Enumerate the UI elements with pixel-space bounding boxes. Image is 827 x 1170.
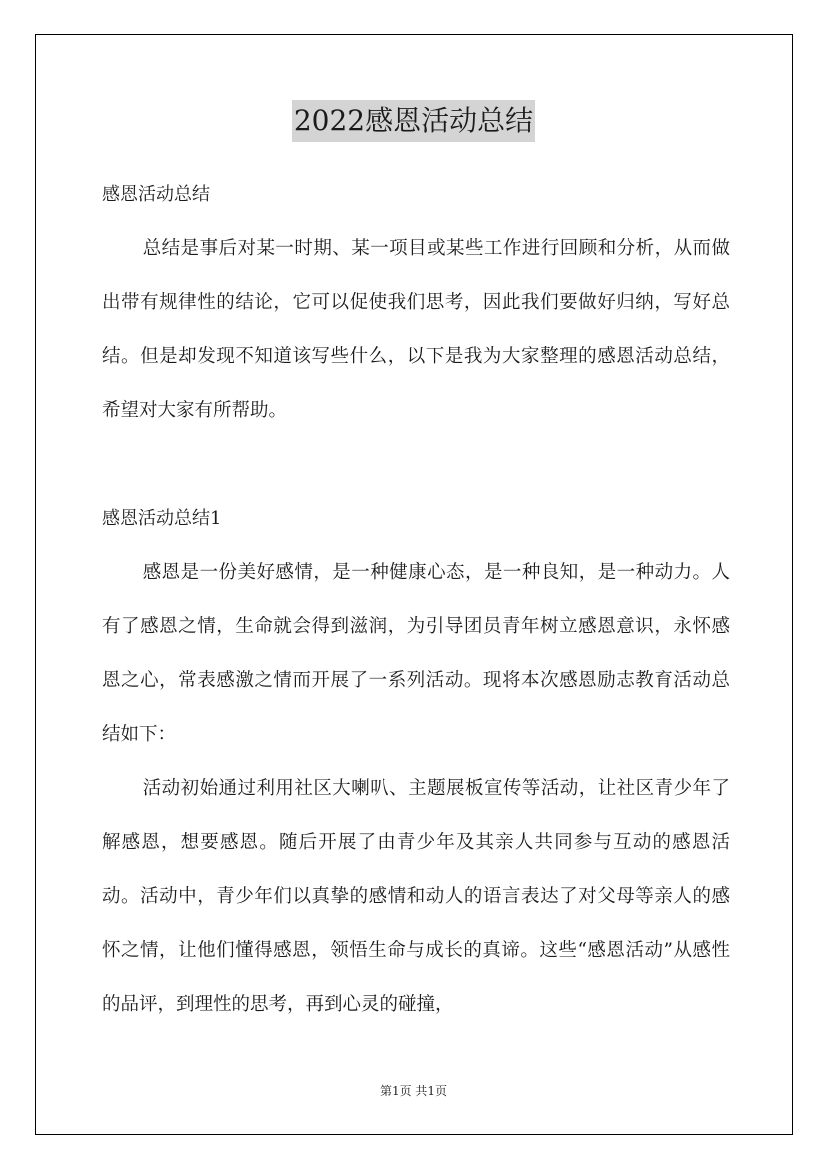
title-container [0, 100, 827, 142]
intro-heading: 感恩活动总结 [102, 184, 210, 205]
page-footer: 第1页 共1页 [379, 1084, 448, 1098]
document-body [102, 168, 730, 1032]
section-spacer [102, 438, 730, 492]
section1-heading: 感恩活动总结1 [102, 508, 222, 529]
intro-paragraph: 总结是事后对某一时期、某一项目或某些工作进行回顾和分析，从而做出带有规律性的结论，它可以促使我们思考，因此我们要做好归纳，写好总结。但是却发现不知道该写些什么，以下是我为大家整理的感恩活动总结，希望对大家有所帮助。 [102, 238, 730, 421]
document-title: 2022感恩活动总结 [292, 100, 535, 142]
section1-paragraph-2: 活动初始通过利用社区大喇叭、主题展板宣传等活动，让社区青少年了解感恩，想要感恩。随后开展了由青少年及其亲人共同参与互动的感恩活动。活动中，青少年们以真挚的感情和动人的语言表达了对父母等亲人的感怀之情，让他们懂得感恩，领悟生命与成长的真谛。这些“感恩活动”从感性的品评，到理性的思考，再到心灵的碰撞， [102, 778, 730, 1015]
section1-paragraph-1: 感恩是一份美好感情，是一种健康心态，是一种良知，是一种动力。人有了感恩之情，生命就会得到滋润，为引导团员青年树立感恩意识，永怀感恩之心，常表感激之情而开展了一系列活动。现将本次感恩励志教育活动总结如下： [102, 562, 730, 745]
